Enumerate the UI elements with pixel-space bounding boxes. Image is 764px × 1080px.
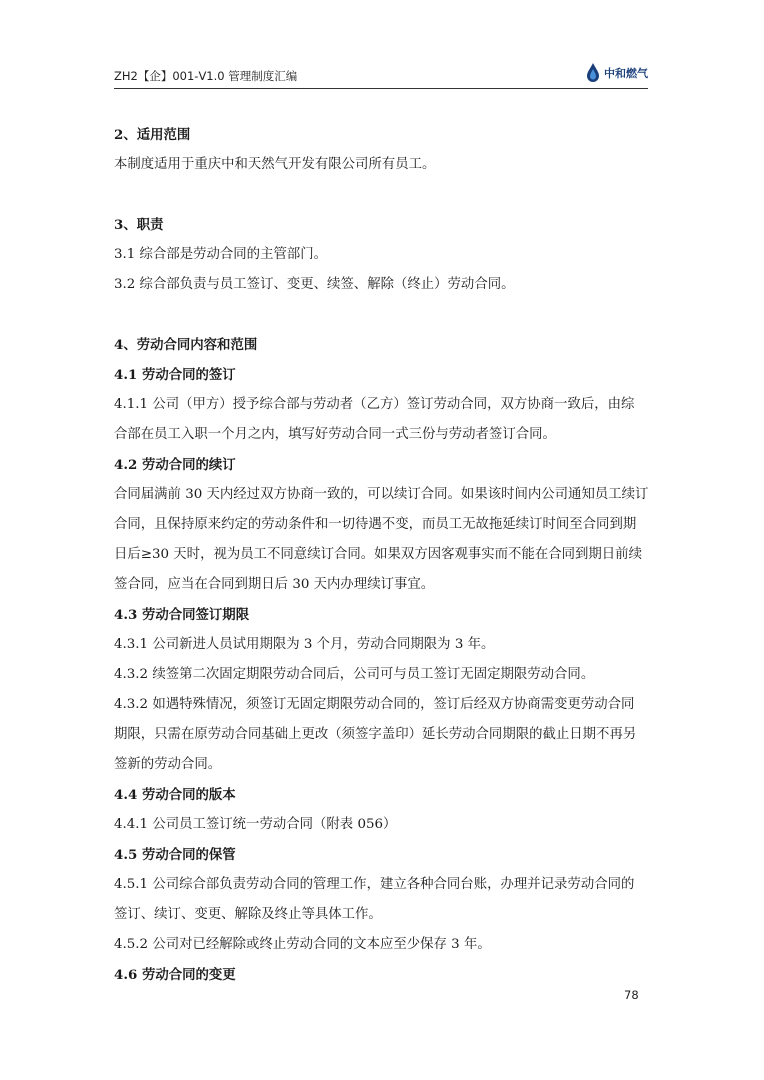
- paragraph-line: 4.5.2 公司对已经解除或终止劳动合同的文本应至少保存 3 年。: [114, 937, 491, 952]
- paragraph-line: 4.5.1 公司综合部负责劳动合同的管理工作，建立各种合同台账，办理并记录劳动合同的: [114, 877, 635, 892]
- paragraph-line: 日后≥30 天时，视为员工不同意续订合同。如果双方因客观事实而不能在合同到期日前续: [114, 547, 642, 562]
- paragraph-line: 3.2 综合部负责与员工签订、变更、续签、解除（终止）劳动合同。: [114, 277, 515, 292]
- paragraph-line: 本制度适用于重庆中和天然气开发有限公司所有员工。: [114, 157, 436, 172]
- paragraph-line: 签合同，应当在合同到期日后 30 天内办理续订事宜。: [114, 577, 435, 592]
- subsection-heading: 4.6 劳动合同的变更: [114, 967, 236, 983]
- paragraph-line: 签订、续订、变更、解除及终止等具体工作。: [114, 907, 382, 922]
- paragraph-line: 签新的劳动合同。: [114, 757, 222, 772]
- company-logo: [585, 61, 648, 85]
- subsection-heading: 4.4 劳动合同的版本: [114, 787, 236, 803]
- logo-text: 中和燃气: [604, 67, 648, 80]
- paragraph-line: 合同届满前 30 天内经过双方协商一致的，可以续订合同。如果该时间内公司通知员工续订: [114, 487, 649, 502]
- paragraph-line: 4.1.1 公司（甲方）授予综合部与劳动者（乙方）签订劳动合同，双方协商一致后，由综: [114, 397, 635, 412]
- paragraph-line: 合同，且保持原来约定的劳动条件和一切待遇不变，而员工无故拖延续订时间至合同到期: [114, 517, 637, 532]
- paragraph-line: 4.3.2 如遇特殊情况，须签订无固定期限劳动合同的，签订后经双方协商需变更劳动合同: [114, 697, 635, 712]
- page-header: [114, 58, 648, 89]
- section-heading-scope: 2、适用范围: [114, 127, 191, 143]
- paragraph-line: 期限，只需在原劳动合同基础上更改（须签字盖印）延长劳动合同期限的截止日期不再另: [114, 727, 637, 742]
- paragraph-line: 3.1 综合部是劳动合同的主管部门。: [114, 247, 328, 262]
- section-heading-contract: 4、劳动合同内容和范围: [114, 337, 258, 353]
- subsection-heading: 4.3 劳动合同签订期限: [114, 607, 250, 623]
- paragraph-line: 4.3.1 公司新进人员试用期限为 3 个月，劳动合同期限为 3 年。: [114, 637, 495, 652]
- paragraph-line: 4.4.1 公司员工签订统一劳动合同（附表 056）: [114, 817, 397, 832]
- page-number: 78: [624, 988, 639, 1002]
- paragraph-line: 合部在员工入职一个月之内，填写好劳动合同一式三份与劳动者签订合同。: [114, 427, 556, 442]
- paragraph-line: 4.3.2 续签第二次固定期限劳动合同后，公司可与员工签订无固定期限劳动合同。: [114, 667, 595, 682]
- subsection-heading: 4.1 劳动合同的签订: [114, 367, 236, 383]
- subsection-heading: 4.5 劳动合同的保管: [114, 847, 236, 863]
- header-title: ZH2【企】001-V1.0 管理制度汇编: [114, 69, 298, 83]
- document-body: [114, 120, 650, 990]
- section-heading-duties: 3、职责: [114, 217, 164, 233]
- subsection-heading: 4.2 劳动合同的续订: [114, 457, 236, 473]
- gas-drop-icon: [585, 62, 601, 84]
